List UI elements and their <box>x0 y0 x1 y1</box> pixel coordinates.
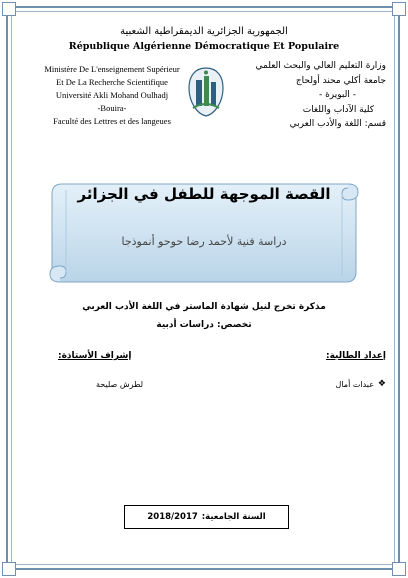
supervisor-label: إشراف الأستاذة: <box>58 351 132 361</box>
student-label: إعداد الطالبة: <box>326 351 386 361</box>
university-logo-icon <box>187 66 225 118</box>
arabic-institution-block <box>236 59 386 132</box>
arabic-line-city: - البويرة - <box>318 90 356 100</box>
memo-purpose: مذكرة تخرج لنيل شهادة الماستر في اللغة الأدب العربي <box>82 302 326 312</box>
bullet-icon: ❖ <box>377 379 386 389</box>
arabic-line-faculty: كلية الآداب واللغات <box>302 104 374 115</box>
border-corner <box>392 562 406 576</box>
french-line-research: Et De La Recherche Scientifique <box>56 77 168 87</box>
student-name: عبدات أمال <box>335 380 374 389</box>
french-line-faculty: Faculté des Lettres et des langeues <box>53 116 171 126</box>
academic-year-box <box>124 505 289 529</box>
academic-year-label: السنة الجامعية: <box>201 512 266 522</box>
supervisor-name: لطرش صليحة <box>96 380 144 389</box>
specialization: تخصص: دراسات أدبية <box>156 320 252 330</box>
french-line-university: Université Akli Mohand Oulhadj <box>55 90 169 100</box>
border-corner <box>2 2 16 16</box>
academic-year-value: 2018/2017 <box>147 512 198 522</box>
arabic-line-department: قسم: اللغة والأدب العربي <box>289 119 386 129</box>
arabic-line-ministry: وزارة التعليم العالي والبحث العلمي <box>255 61 386 71</box>
thesis-title: القصة الموجهة للطفل في الجزائر <box>77 185 331 203</box>
border-corner <box>2 562 16 576</box>
thesis-subtitle: دراسة فنية لأحمد رضا حوحو أنموذجا <box>121 235 287 248</box>
french-line-ministry: Ministère De L'enseignement Supérieur <box>44 64 180 74</box>
republic-french: République Algérienne Démocratique Et Populaire <box>68 41 340 52</box>
border-corner <box>392 2 406 16</box>
arabic-line-university: جامعة أكلي محند أولحاج <box>295 75 386 86</box>
french-institution-block <box>22 63 202 128</box>
french-line-city: -Bouira- <box>97 103 127 113</box>
republic-arabic: الجمهورية الجزائرية الديمقراطية الشعبية <box>120 26 288 37</box>
